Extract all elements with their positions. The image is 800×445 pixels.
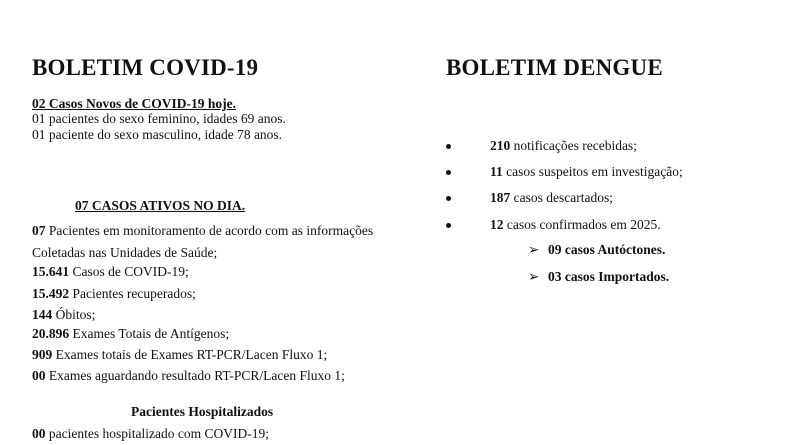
arrow-right-icon: ➢ [528,269,540,284]
stat-number: 144 [32,307,53,322]
stat-number: 15.492 [32,286,70,301]
bullet-text: casos suspeitos em investigação; [502,164,683,179]
bullet-text: casos descartados; [510,190,613,205]
stat-number: 00 [32,426,46,441]
bullet-text: casos confirmados em 2025. [503,217,661,232]
hospitalized-line [32,426,269,442]
stat-line [32,264,189,280]
sub-bullet-text: 09 casos Autóctones. [548,242,666,257]
bullet-dot-icon [446,196,451,201]
stat-number: 00 [32,368,46,383]
stat-text: Pacientes recuperados; [69,286,196,301]
covid-title: BOLETIM COVID-19 [32,55,259,80]
stat-text: Óbitos; [52,307,96,322]
stat-number: 15.641 [32,264,70,279]
stat-text: Casos de COVID-19; [69,264,189,279]
stat-number: 07 [32,223,46,238]
new-case-line: 01 paciente do sexo masculino, idade 78 anos. [32,127,283,142]
stat-text: Coletadas nas Unidades de Saúde; [32,245,218,260]
bullet-dot-icon [446,170,451,175]
dengue-sub-bullet [528,269,669,285]
bullet-number: 210 [490,138,511,153]
bullet-number: 12 [490,217,504,232]
stat-text: Exames totais de Exames RT-PCR/Lacen Fluxo 1; [52,347,328,362]
stat-text: pacientes hospitalizado com COVID-19; [45,426,269,441]
bullet-text: notificações recebidas; [510,138,637,153]
dengue-sub-bullet [528,242,665,258]
sub-bullet-text: 03 casos Importados. [548,269,670,284]
bullet-number: 11 [490,164,503,179]
stat-text: Pacientes em monitoramento de acordo com as informações [45,223,374,238]
bullet-dot-icon [446,223,451,228]
stat-line [32,245,217,261]
arrow-right-icon: ➢ [528,242,540,257]
bullet-number: 187 [490,190,511,205]
hospitalized-heading: Pacientes Hospitalizados [131,404,274,419]
stat-line [32,307,95,323]
new-cases-heading: 02 Casos Novos de COVID-19 hoje. [32,96,237,111]
stat-line [32,326,229,342]
active-cases-heading: 07 CASOS ATIVOS NO DIA. [75,198,246,213]
stat-line [32,347,327,363]
new-case-line: 01 pacientes do sexo feminino, idades 69 anos. [32,111,286,126]
dengue-title: BOLETIM DENGUE [446,55,663,80]
stat-text: Exames aguardando resultado RT-PCR/Lacen Fluxo 1; [45,368,345,383]
stat-number: 20.896 [32,326,70,341]
stat-line [32,286,196,302]
stat-text: Exames Totais de Antígenos; [69,326,230,341]
stat-number: 909 [32,347,53,362]
stat-line [32,368,345,384]
stat-line [32,223,373,239]
bullet-dot-icon [446,144,451,149]
